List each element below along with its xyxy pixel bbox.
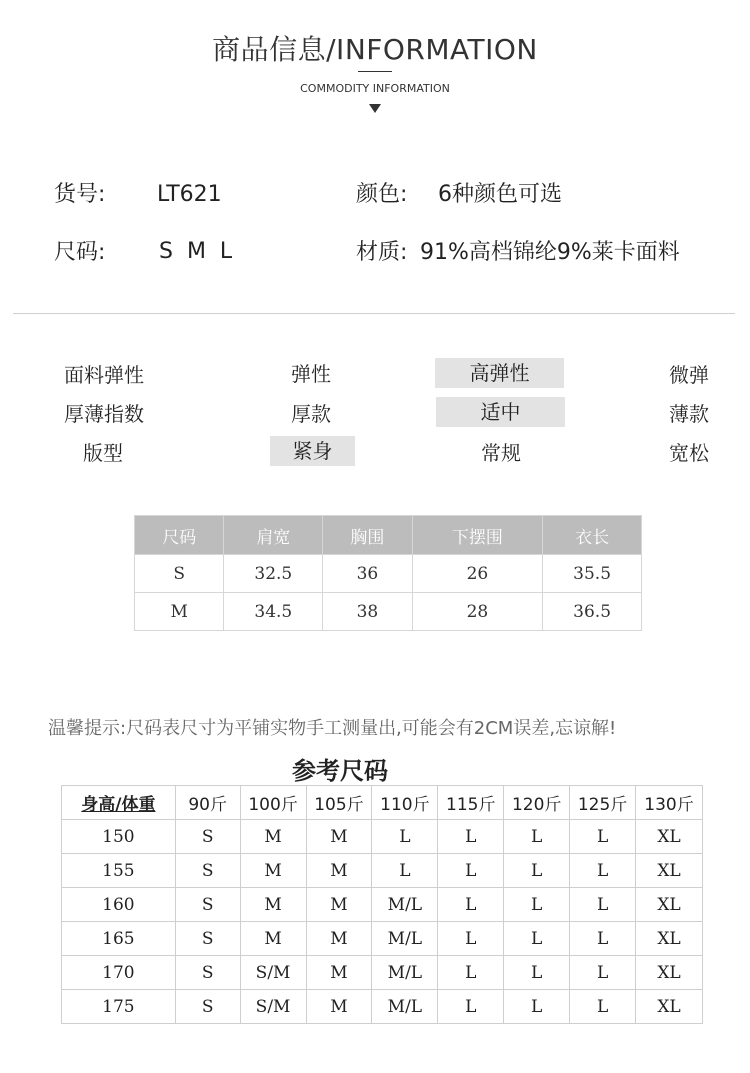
color-label: 颜色: [356,182,408,207]
size-cell: M [240,820,306,854]
size-cell: M/L [372,956,438,990]
size-cell: M [306,990,372,1024]
material-value: 91%高档锦纶9%莱卡面料 [420,240,680,265]
ref-col-height-weight: 身高/体重 [62,786,176,820]
ref-col-weight: 130斤 [636,786,703,820]
size-cell: L [438,990,504,1024]
size-cell: M [306,922,372,956]
size-cell: L [504,854,570,888]
table-row [62,956,703,990]
size-cell: M/L [372,990,438,1024]
section-divider [13,313,735,314]
height-cell: 150 [62,820,176,854]
size-cell: S/M [240,956,306,990]
table-cell: 35.5 [543,555,642,593]
size-cell: M/L [372,888,438,922]
size-cell: XL [636,956,703,990]
attr-option-fit-1-selected: 紧身 [270,436,355,466]
size-tip: 温馨提示:尺码表尺寸为平铺实物手工测量出,可能会有2CM误差,忘谅解! [48,718,617,739]
ref-col-weight: 105斤 [306,786,372,820]
size-cell: M [306,888,372,922]
item-no-label: 货号: [54,182,106,207]
table-cell: 32.5 [224,555,323,593]
height-cell: 165 [62,922,176,956]
size-cell: M [240,854,306,888]
ref-col-weight: 110斤 [372,786,438,820]
table-cell: 36 [323,555,412,593]
size-cell: XL [636,922,703,956]
material-label: 材质: [356,240,408,265]
table-row [62,922,703,956]
table-row [135,593,642,631]
attr-label-thickness: 厚薄指数 [64,402,144,426]
size-cell: L [504,956,570,990]
page-title: 商品信息/INFORMATION [212,33,538,66]
size-col-length: 衣长 [543,516,642,555]
size-col-size: 尺码 [135,516,224,555]
size-cell: S [175,922,240,956]
attr-option-fit-2: 常规 [481,441,521,465]
size-col-shoulder: 肩宽 [224,516,323,555]
table-cell: 36.5 [543,593,642,631]
table-cell: M [135,593,224,631]
table-row [62,854,703,888]
size-cell: L [438,888,504,922]
size-cell: L [570,854,636,888]
size-cell: L [372,854,438,888]
ref-col-weight: 125斤 [570,786,636,820]
table-cell: 34.5 [224,593,323,631]
size-cell: XL [636,854,703,888]
reference-title: 参考尺码 [292,757,388,785]
attr-option-elasticity-1: 弹性 [291,362,331,386]
table-cell: 26 [412,555,543,593]
attr-option-thickness-3: 薄款 [669,402,709,426]
item-no-value: LT621 [157,182,222,207]
table-row [62,820,703,854]
size-cell: L [438,854,504,888]
size-cell: L [504,990,570,1024]
size-cell: L [504,888,570,922]
attr-label-fit: 版型 [83,441,123,465]
ref-col-weight: 90斤 [175,786,240,820]
size-cell: S [175,854,240,888]
table-cell: 38 [323,593,412,631]
size-cell: L [438,956,504,990]
size-cell: L [570,922,636,956]
size-cell: M [240,922,306,956]
size-cell: S [175,956,240,990]
size-col-hem: 下摆围 [412,516,543,555]
size-cell: M [306,956,372,990]
size-cell: XL [636,990,703,1024]
size-table-header-row [135,516,642,555]
size-cell: L [372,820,438,854]
size-cell: XL [636,888,703,922]
size-cell: M/L [372,922,438,956]
page-subtitle: COMMODITY INFORMATION [300,82,450,95]
size-cell: XL [636,820,703,854]
reference-header-row [62,786,703,820]
size-col-bust: 胸围 [323,516,412,555]
size-cell: L [570,820,636,854]
height-cell: 155 [62,854,176,888]
size-cell: S [175,820,240,854]
size-cell: L [438,820,504,854]
size-label: 尺码: [54,240,106,265]
table-row [62,888,703,922]
height-cell: 170 [62,956,176,990]
triangle-down-icon [369,104,381,113]
size-cell: M [306,820,372,854]
size-cell: M [240,888,306,922]
attr-option-elasticity-3: 微弹 [669,363,709,387]
attr-option-thickness-2-selected: 适中 [436,397,565,427]
height-cell: 160 [62,888,176,922]
size-cell: L [570,990,636,1024]
ref-col-weight: 115斤 [438,786,504,820]
size-cell: S [175,888,240,922]
ref-col-weight: 100斤 [240,786,306,820]
table-row [62,990,703,1024]
table-row [135,555,642,593]
table-cell: 28 [412,593,543,631]
size-cell: S [175,990,240,1024]
size-cell: S/M [240,990,306,1024]
size-cell: M [306,854,372,888]
size-cell: L [504,820,570,854]
attr-option-thickness-1: 厚款 [291,402,331,426]
title-underline [358,71,392,72]
attr-label-elasticity: 面料弹性 [64,363,144,387]
reference-body [62,820,703,1024]
attr-option-elasticity-2-selected: 高弹性 [435,358,564,388]
size-cell: L [504,922,570,956]
table-cell: S [135,555,224,593]
attr-option-fit-3: 宽松 [669,441,709,465]
size-cell: L [438,922,504,956]
size-table [134,515,642,631]
size-cell: L [570,888,636,922]
size-cell: L [570,956,636,990]
color-value: 6种颜色可选 [438,182,562,207]
reference-size-table [61,785,703,1024]
ref-col-weight: 120斤 [504,786,570,820]
size-value: S M L [159,239,233,264]
height-cell: 175 [62,990,176,1024]
